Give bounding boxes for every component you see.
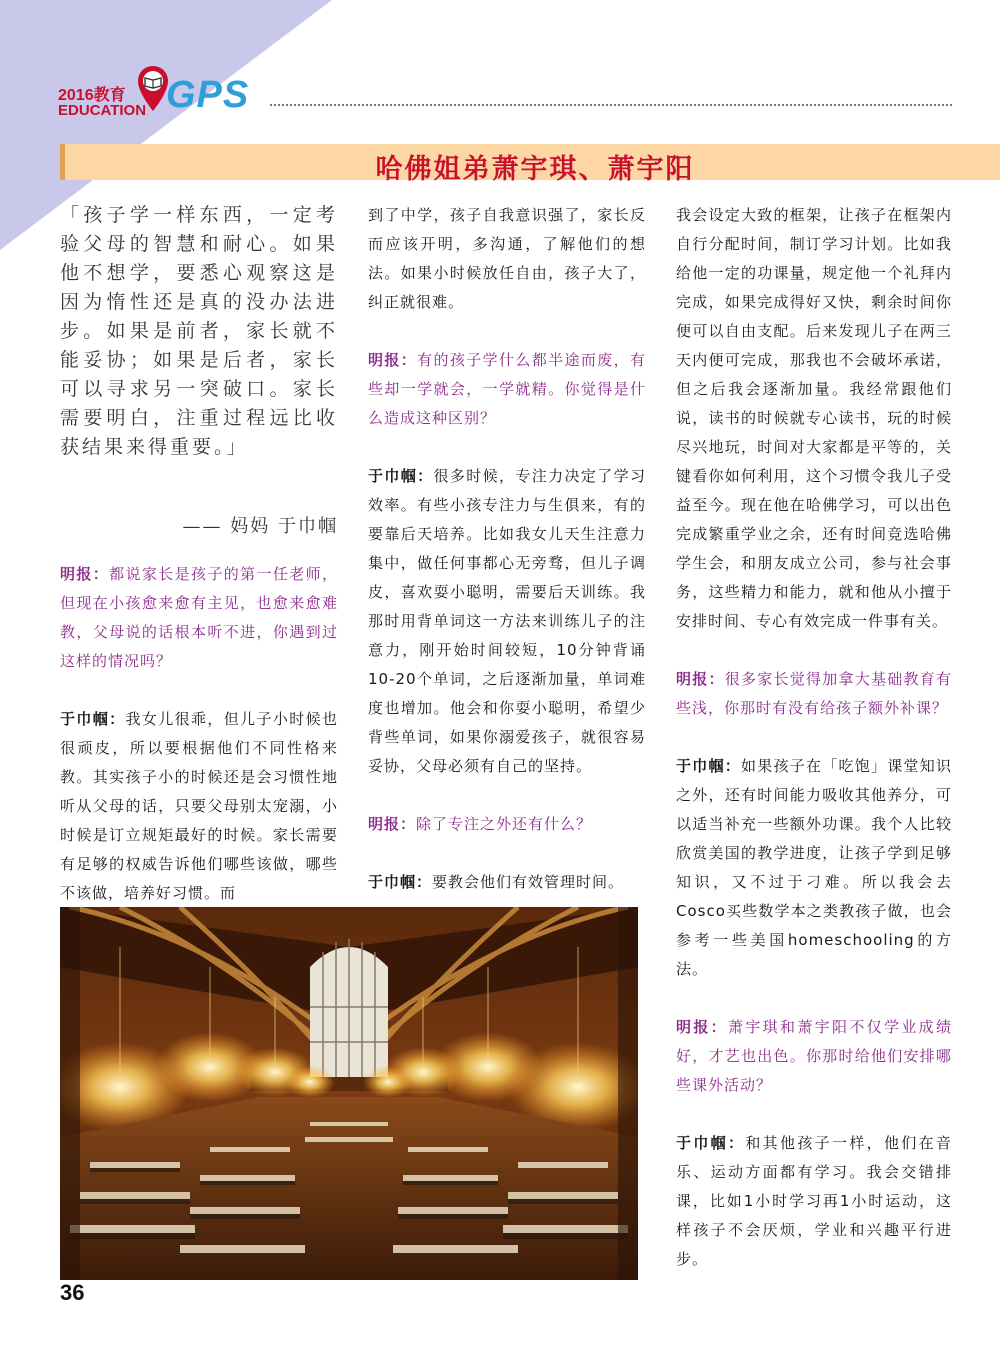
answer-text: 我会设定大致的框架，让孩子在框架内自行分配时间，制订学习计划。比如我给他一定的功课量，规定他一个礼拜内完成，如果完成得好又快，剩余时间你便可以自由支配。后来发现儿子在两三天内便可完成，那我也不会破坏承诺，但之后我会逐渐加量。我经常跟他们说，读书的时候就专心读书，玩的时候尽兴地玩，时间对大家都是平等的，关键看你如何利用，这个习惯令我儿子受益至今。现在他在哈佛学习，可以出色完成繁重学业之余，还有时间竞选哈佛学生会，和朋友成立公司，参与社会事务，这些精力和能力，就和他从小擅于安排时间、专心有效完成一件事有关。 (676, 206, 952, 630)
answer-speaker: 于巾帼： (676, 1134, 746, 1152)
question-speaker: 明报： (368, 815, 417, 833)
question-text: 除了专注之外还有什么？ (416, 815, 593, 833)
logo-year-label: 2016教育 (58, 87, 126, 104)
interview-question (676, 665, 952, 723)
article-column-3 (676, 201, 952, 1303)
pull-quote: 「孩子学一样东西，一定考验父母的智慧和耐心。如果他不想学，要悉心观察这是因为惰性还是真的没办法进步。如果是前者，家长就不能妥协；如果是后者，家长可以寻求另一突破口。家长需要明白，注重过程远比收获结果来得重要。」 (60, 204, 338, 458)
question-text: 有的孩子学什么都半途而废，有些却一学就会，一学就精。你觉得是什么造成这种区别？ (368, 351, 646, 427)
answer-text: 如果孩子在「吃饱」课堂知识之外，还有时间能力吸收其他养分，可以适当补充一些额外功课。我个人比较欣赏美国的教学进度，让孩子学到足够知识，又不过于刁难。所以我会去Cosco买些数学本之类教孩子做，也会参考一些美国homeschooling的方法。 (676, 757, 952, 978)
answer-text: 和其他孩子一样，他们在音乐、运动方面都有学习。我会交错排课，比如1小时学习再1小时运动，这样孩子不会厌烦，学业和兴趣平行进步。 (676, 1134, 952, 1268)
question-speaker: 明报： (60, 565, 110, 583)
interview-answer (676, 752, 952, 984)
quote-attribution: —— 妈妈 于巾帼 (182, 516, 338, 537)
answer-text: 到了中学，孩子自我意识强了，家长反而应该开明，多沟通，了解他们的想法。如果小时候放任自由，孩子大了，纠正就很难。 (368, 206, 646, 311)
question-text: 很多家长觉得加拿大基础教育有些浅，你那时有没有给孩子额外补课？ (676, 670, 952, 717)
answer-speaker: 于巾帼： (368, 873, 433, 891)
page-number: 36 (60, 1280, 85, 1305)
answer-speaker: 于巾帼： (368, 467, 434, 485)
answer-speaker: 于巾帼： (60, 710, 126, 728)
logo-education-label: EDUCATION (58, 102, 147, 119)
answer-speaker: 于巾帼： (676, 757, 741, 775)
interview-question (368, 346, 646, 433)
education-gps-logo (58, 64, 258, 124)
question-text: 都说家长是孩子的第一任老师，但现在小孩愈来愈有主见，也愈来愈难教，父母说的话根本听不进，你遇到过这样的情况吗？ (60, 565, 338, 670)
interview-answer-continued (368, 201, 646, 317)
article-column-1 (60, 560, 338, 937)
interview-answer (368, 462, 646, 781)
question-speaker: 明报： (676, 670, 725, 688)
question-text: 萧宇琪和萧宇阳不仅学业成绩好，才艺也出色。你那时给他们安排哪些课外活动？ (676, 1018, 952, 1094)
header-dotted-divider (270, 104, 952, 106)
question-speaker: 明报： (676, 1018, 728, 1036)
answer-text: 要教会他们有效管理时间。 (432, 873, 625, 891)
interview-answer-continued (676, 201, 952, 636)
answer-text: 很多时候，专注力决定了学习效率。有些小孩专注力与生俱来，有的要靠后天培养。比如我女儿天生注意力集中，做任何事都心无旁骛，但儿子调皮，喜欢耍小聪明，需要后天训练。我那时用背单词这一方法来训练儿子的注意力，刚开始时间较短，10分钟背诵10-20个单词，之后逐渐加量，单词难度也增加。他会和你耍小聪明，希望少背些单词，如果你溺爱孩子，就很容易妥协，父母必须有自己的坚持。 (368, 467, 646, 775)
interview-question (676, 1013, 952, 1100)
interview-answer (60, 705, 338, 908)
article-column-2 (368, 201, 646, 926)
library-hall-photo (60, 907, 638, 1280)
interview-answer (676, 1129, 952, 1274)
answer-text: 我女儿很乖，但儿子小时候也很顽皮，所以要根据他们不同性格来教。其实孩子小的时候还是会习惯性地听从父母的话，只要父母别太宠溺，小时候是订立规矩最好的时候。家长需要有足够的权威告诉他们哪些该做，哪些不该做，培养好习惯。而 (60, 710, 338, 902)
logo-gps-text: GPS (166, 74, 250, 116)
map-pin-book-icon (136, 64, 170, 114)
interview-question (368, 810, 646, 839)
question-speaker: 明报： (368, 351, 418, 369)
title-banner (60, 144, 1000, 185)
interview-answer (368, 868, 646, 897)
interview-question (60, 560, 338, 676)
article-title: 哈佛姐弟萧宇琪、萧宇阳 (375, 154, 695, 185)
